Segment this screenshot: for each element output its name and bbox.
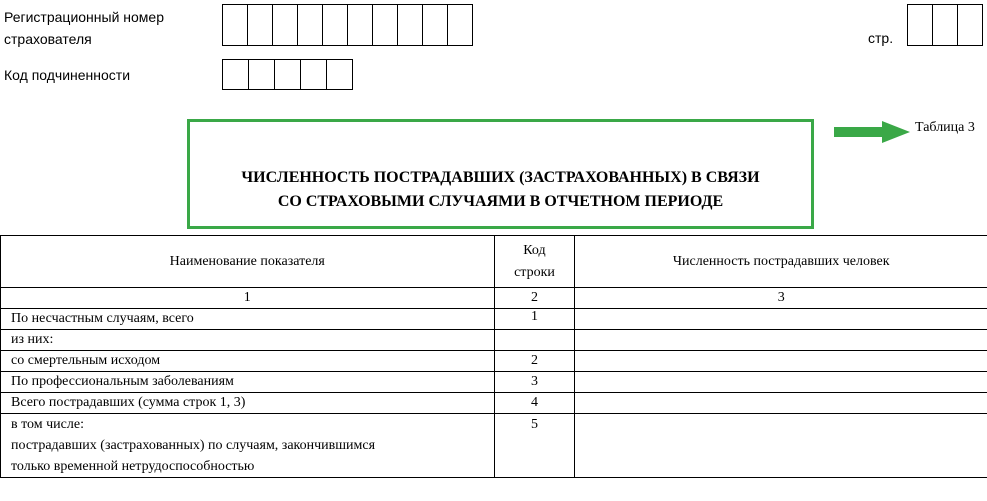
row-name: По несчастным случаям, всего <box>1 309 495 330</box>
table-row <box>1 393 987 414</box>
registration-number-label <box>4 6 204 50</box>
subordination-code-boxes[interactable] <box>223 59 353 90</box>
row-name: Всего пострадавших (сумма строк 1, 3) <box>1 393 495 414</box>
row-name-line3: только временной нетрудоспособностью <box>11 459 255 474</box>
victims-table <box>0 235 987 478</box>
digit-box[interactable] <box>322 4 348 46</box>
table-row <box>1 309 987 330</box>
registration-number-label-line2: страхователя <box>4 31 92 47</box>
registration-number-label-line1: Регистрационный номер <box>4 9 164 25</box>
row-code <box>494 330 575 351</box>
row-code: 3 <box>494 372 575 393</box>
digit-box[interactable] <box>222 59 249 90</box>
subordination-code-label: Код подчиненности <box>4 67 131 83</box>
row-name: По профессиональным заболеваниям <box>1 372 495 393</box>
digit-box[interactable] <box>372 4 398 46</box>
digit-box[interactable] <box>222 4 248 46</box>
digit-box[interactable] <box>248 59 275 90</box>
digit-box[interactable] <box>957 4 983 46</box>
digit-box[interactable] <box>447 4 473 46</box>
title-frame <box>187 119 814 229</box>
row-name: из них: <box>1 330 495 351</box>
digit-box[interactable] <box>247 4 273 46</box>
row-value[interactable] <box>575 393 987 414</box>
table-title <box>190 166 811 214</box>
table-title-line2: СО СТРАХОВЫМИ СЛУЧАЯМИ В ОТЧЕТНОМ ПЕРИОДЕ <box>277 193 724 210</box>
digit-box[interactable] <box>932 4 958 46</box>
row-value[interactable] <box>575 330 987 351</box>
column-number: 2 <box>494 288 575 309</box>
header-name: Наименование показателя <box>1 236 495 288</box>
digit-box[interactable] <box>297 4 323 46</box>
page-label: стр. <box>868 30 894 46</box>
digit-box[interactable] <box>274 59 301 90</box>
digit-box[interactable] <box>397 4 423 46</box>
row-name <box>1 414 495 478</box>
row-value[interactable] <box>575 372 987 393</box>
row-name: со смертельным исходом <box>1 351 495 372</box>
header-code <box>494 236 575 288</box>
row-code: 5 <box>494 414 575 478</box>
row-code: 2 <box>494 351 575 372</box>
table-number: Таблица 3 <box>915 120 975 135</box>
row-code: 1 <box>494 309 575 330</box>
column-number: 3 <box>575 288 987 309</box>
row-name-line2: пострадавших (застрахованных) по случаям, закончившимся <box>11 438 376 453</box>
digit-box[interactable] <box>347 4 373 46</box>
column-number-row <box>1 288 987 309</box>
digit-box[interactable] <box>272 4 298 46</box>
green-arrow-icon <box>834 121 910 148</box>
column-number: 1 <box>1 288 495 309</box>
table-title-line1: ЧИСЛЕННОСТЬ ПОСТРАДАВШИХ (ЗАСТРАХОВАННЫХ) В СВЯЗИ <box>241 169 760 186</box>
header-code-line2: строки <box>514 264 555 280</box>
header-code-line1: Код <box>523 242 546 258</box>
digit-box[interactable] <box>300 59 327 90</box>
row-name-line1: в том числе: <box>11 417 84 432</box>
digit-box[interactable] <box>907 4 933 46</box>
row-code: 4 <box>494 393 575 414</box>
table-row <box>1 372 987 393</box>
table-row <box>1 351 987 372</box>
row-value[interactable] <box>575 351 987 372</box>
digit-box[interactable] <box>422 4 448 46</box>
row-value[interactable] <box>575 309 987 330</box>
table-row <box>1 330 987 351</box>
table-row <box>1 414 987 478</box>
row-value[interactable] <box>575 414 987 478</box>
digit-box[interactable] <box>326 59 353 90</box>
table-header-row <box>1 236 987 288</box>
page-number-boxes[interactable] <box>908 4 983 46</box>
registration-number-boxes[interactable] <box>223 4 473 46</box>
header-count: Численность пострадавших человек <box>575 236 987 288</box>
